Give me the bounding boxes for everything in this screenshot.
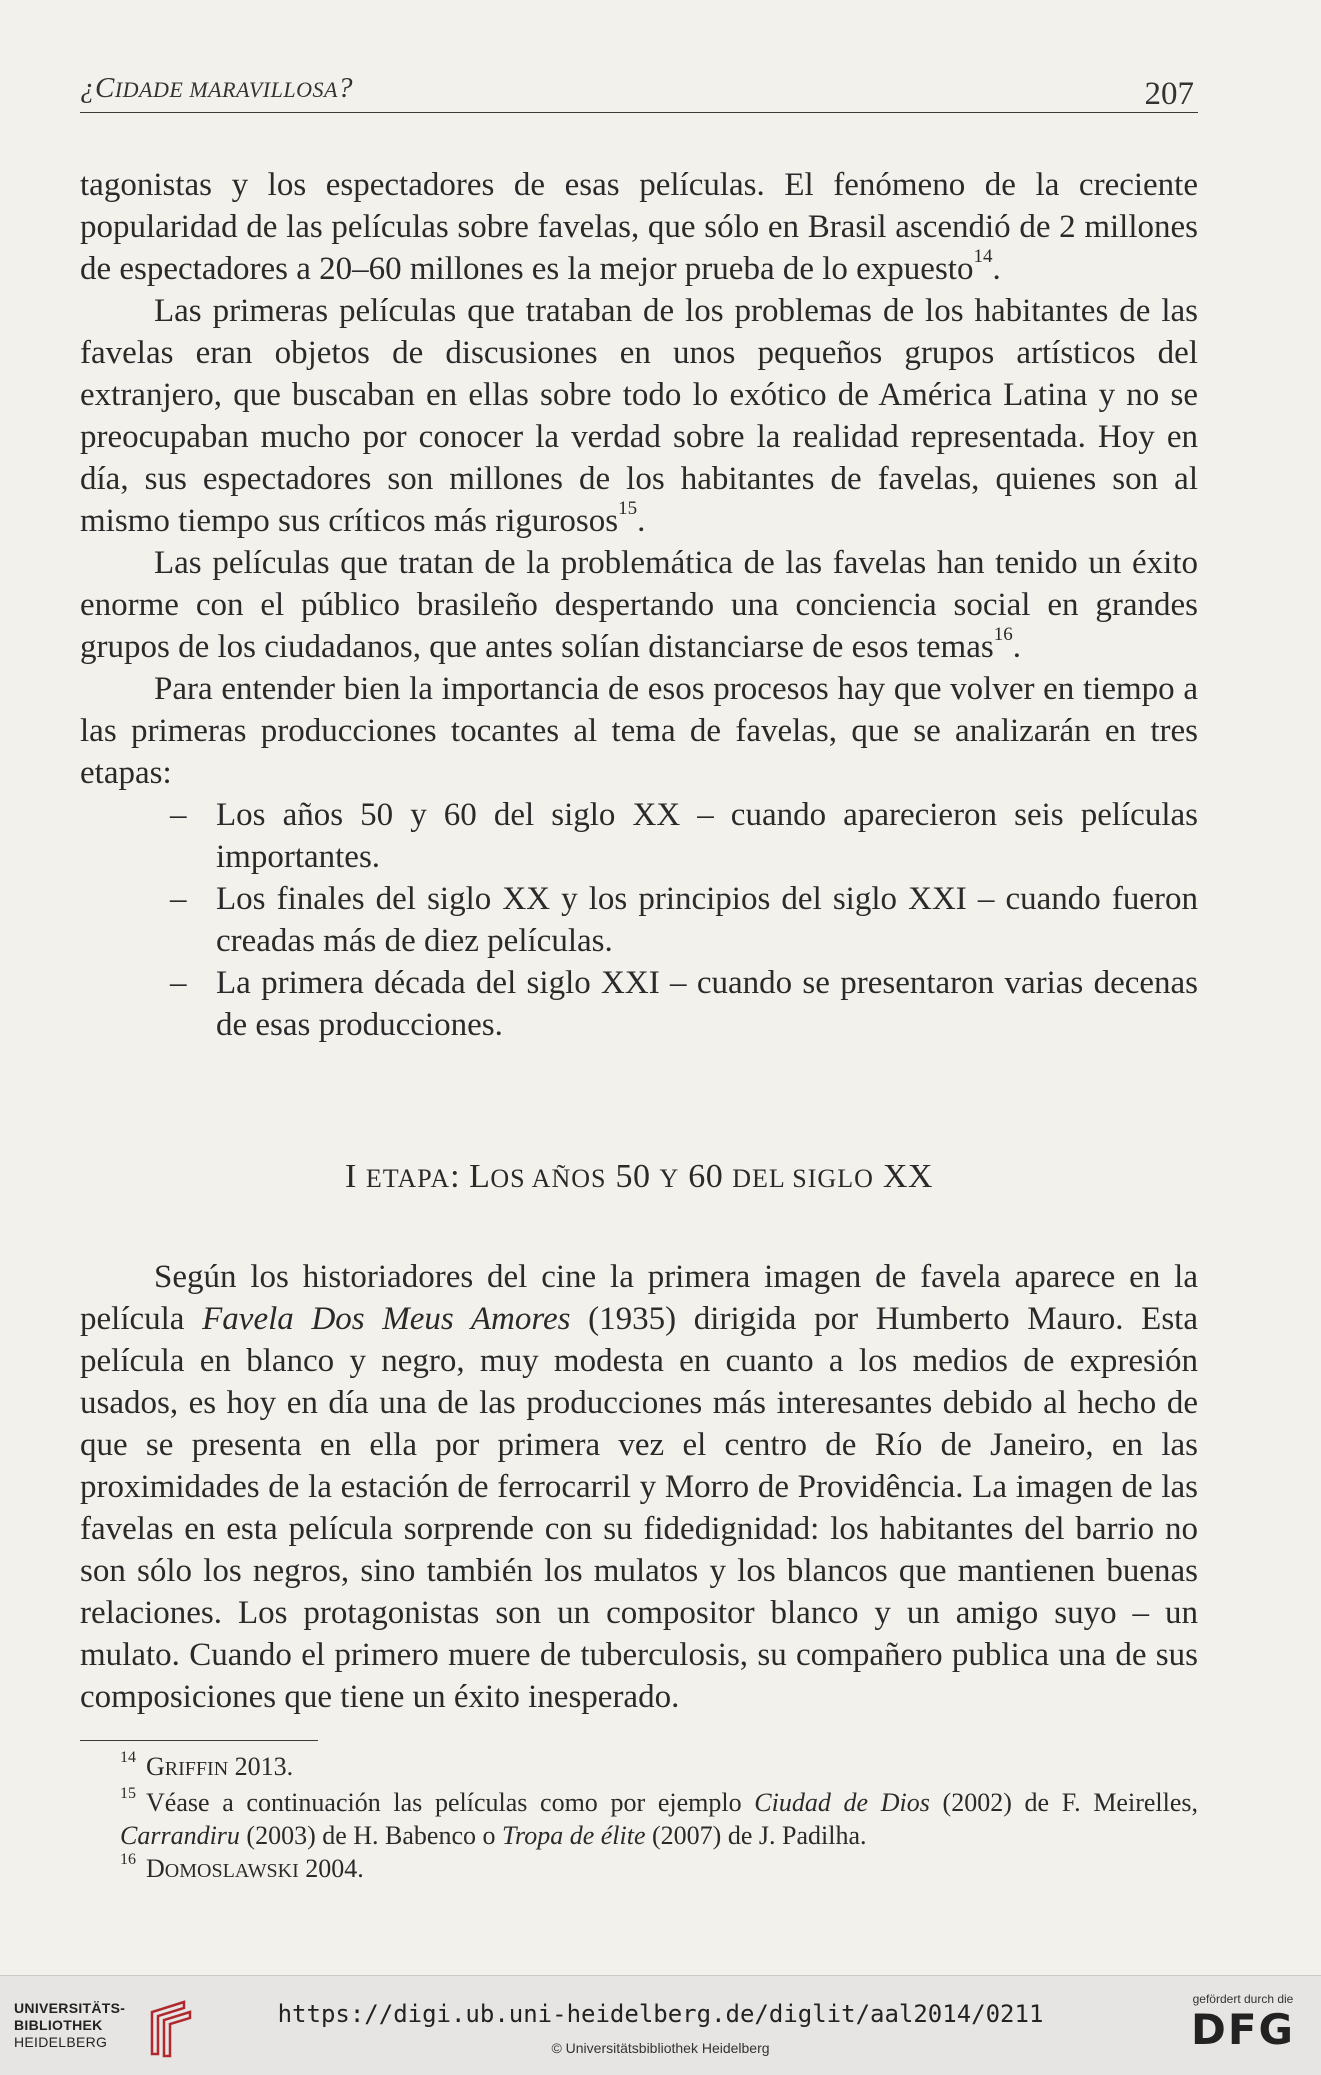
- dfg-wordmark: DFG: [1190, 2005, 1296, 2054]
- footnote-text: RIFFIN: [164, 1758, 229, 1780]
- footnote-text: 2004.: [298, 1854, 364, 1883]
- paragraph-2: [80, 290, 1198, 542]
- heading-part: Y: [659, 1164, 680, 1193]
- footnote-text: (2002) de F. Meirelles,: [929, 1788, 1199, 1817]
- footnote-number: 16: [120, 1851, 136, 1869]
- paragraph-1-text: tagonistas y los espectadores de esas películas. El fenómeno de la creciente popularidad de las películas sobre favelas, que sólo en Brasil ascendió de 2 millones de espectadores a 20–60 millones es la mejor prueba de lo expuesto: [80, 167, 1198, 287]
- page-number: 207: [1144, 76, 1194, 112]
- paragraph-2-end: .: [637, 503, 646, 539]
- footnote-14: [80, 1750, 1198, 1786]
- footnote-15: [80, 1786, 1198, 1852]
- heading-part: ETAPA: [365, 1164, 451, 1193]
- copyright-notice: © Universitätsbibliothek Heidelberg: [551, 2040, 770, 2056]
- footnote-text: OMOSLAWSKI: [164, 1860, 299, 1882]
- paragraph-3-end: .: [1012, 629, 1021, 665]
- footnote-ref-16[interactable]: 16: [993, 623, 1013, 645]
- logo-line: HEIDELBERG: [14, 2034, 108, 2050]
- footnote-16: [80, 1852, 1198, 1888]
- heading-part: XX: [873, 1158, 933, 1195]
- list-dash: –: [170, 881, 187, 917]
- footnote-ref-14[interactable]: 14: [973, 245, 993, 267]
- footnotes: [80, 1750, 1198, 1888]
- stages-list: [80, 794, 1198, 1046]
- footnote-ref-15[interactable]: 15: [618, 497, 638, 519]
- logo-line: UNIVERSITÄTS-: [14, 2000, 126, 2016]
- paragraph-3: [80, 542, 1198, 668]
- footnote-text: (2003) de H. Babenco o: [239, 1821, 503, 1850]
- paragraph-4: Para entender bien la importancia de esos procesos hay que volver en tiempo a las primeras producciones tocantes al tema de favelas, que se analizarán en tres etapas:: [80, 671, 1198, 791]
- film-title: Ciudad de Dios: [754, 1788, 930, 1817]
- paragraph-2-text: Las primeras películas que trataban de los problemas de los habitantes de las favelas eran objetos de discusiones en unos pequeños grupos artísticos del extranjero, que buscaban en ellas sobre todo lo exótico de América Latina y no se preocupaban mucho por conocer la verdad sobre la realidad representada. Hoy en día, sus espectadores son millones de los habitantes de favelas, quienes son al mismo tiempo sus críticos más rigurosos: [80, 293, 1198, 539]
- running-header: [80, 72, 1198, 113]
- footnote-number: 15: [120, 1785, 136, 1803]
- running-title: [80, 72, 353, 105]
- funded-by-label: gefördert durch die: [1192, 1992, 1294, 2006]
- dfg-logo[interactable]: [1183, 1992, 1303, 2062]
- permalink-url[interactable]: https://digi.ub.uni-heidelberg.de/diglit/aal2014/0211: [277, 2000, 1044, 2028]
- section-heading: [80, 1158, 1198, 1196]
- list-dash: –: [170, 797, 187, 833]
- heading-part: 60: [679, 1158, 733, 1195]
- footnote-text: Véase a continuación las películas como por ejemplo: [146, 1788, 755, 1817]
- running-title-smallcaps: IDADE MARAVILLOSA: [114, 77, 338, 102]
- logo-line: BIBLIOTHEK: [14, 2017, 103, 2033]
- film-title: Favela Dos Meus Amores: [202, 1301, 571, 1337]
- list-item: [80, 794, 1198, 878]
- film-title: Carrandiru: [120, 1821, 240, 1850]
- heading-part: 50: [606, 1158, 660, 1195]
- running-title-open: ¿C: [80, 72, 115, 104]
- paragraph-1: [80, 164, 1198, 290]
- list-item-text: La primera década del siglo XXI – cuando se presentaron varias decenas de esas producciones.: [216, 965, 1198, 1043]
- footnote-text: D: [146, 1854, 165, 1883]
- paragraph-5: [80, 1256, 1198, 1718]
- digitization-footer: [0, 1975, 1321, 2075]
- heading-part: DEL SIGLO: [732, 1164, 874, 1193]
- heading-part: OS AÑOS: [490, 1164, 607, 1193]
- paragraph-5-text: (1935) dirigida por Humberto Mauro. Esta película en blanco y negro, muy modesta en cuanto a los medios de expresión usados, es hoy en día una de las producciones más interesantes debido al hecho de que se presenta en ella por primera vez el centro de Río de Janeiro, en las proximidades de la estación de ferrocarril y Morro de Providência. La imagen de las favelas en esta película sorprende con su fidedignidad: los habitantes del barrio no son sólo los negros, sino también los mulatos y los blancos que mantienen buenas relaciones. Los protagonistas son un compositor blanco y un amigo suyo – un mulato. Cuando el primero muere de tuberculosis, su compañero publica una de sus composiciones que tiene un éxito inesperado.: [80, 1301, 1198, 1715]
- paragraph-3-text: Las películas que tratan de la problemática de las favelas han tenido un éxito enorme con el público brasileño despertando una conciencia social en grandes grupos de los ciudadanos, que antes solían distanciarse de esos temas: [80, 545, 1198, 665]
- film-title: Tropa de élite: [502, 1821, 646, 1850]
- list-item: [80, 962, 1198, 1046]
- heading-part: : L: [450, 1158, 491, 1195]
- paragraph-5-text: Según los historiadores del cine la primera imagen de favela aparece en la película: [80, 1259, 1198, 1337]
- list-dash: –: [170, 965, 187, 1001]
- heading-part: I: [345, 1158, 366, 1195]
- list-item: [80, 878, 1198, 962]
- footnote-number: 14: [120, 1749, 136, 1767]
- footnote-text: G: [146, 1752, 165, 1781]
- list-item-text: Los finales del siglo XX y los principios del siglo XXI – cuando fueron creadas más de diez películas.: [216, 881, 1198, 959]
- footnote-text: 2013.: [228, 1752, 294, 1781]
- paragraph-1-end: .: [992, 251, 1001, 287]
- footnote-text: (2007) de J. Padilha.: [645, 1821, 867, 1850]
- running-title-close: ?: [337, 72, 353, 104]
- main-text: [80, 164, 1198, 1046]
- section-text: [80, 1256, 1198, 1718]
- list-item-text: Los años 50 y 60 del siglo XX – cuando aparecieron seis películas importantes.: [216, 797, 1198, 875]
- footnote-rule: [80, 1740, 318, 1741]
